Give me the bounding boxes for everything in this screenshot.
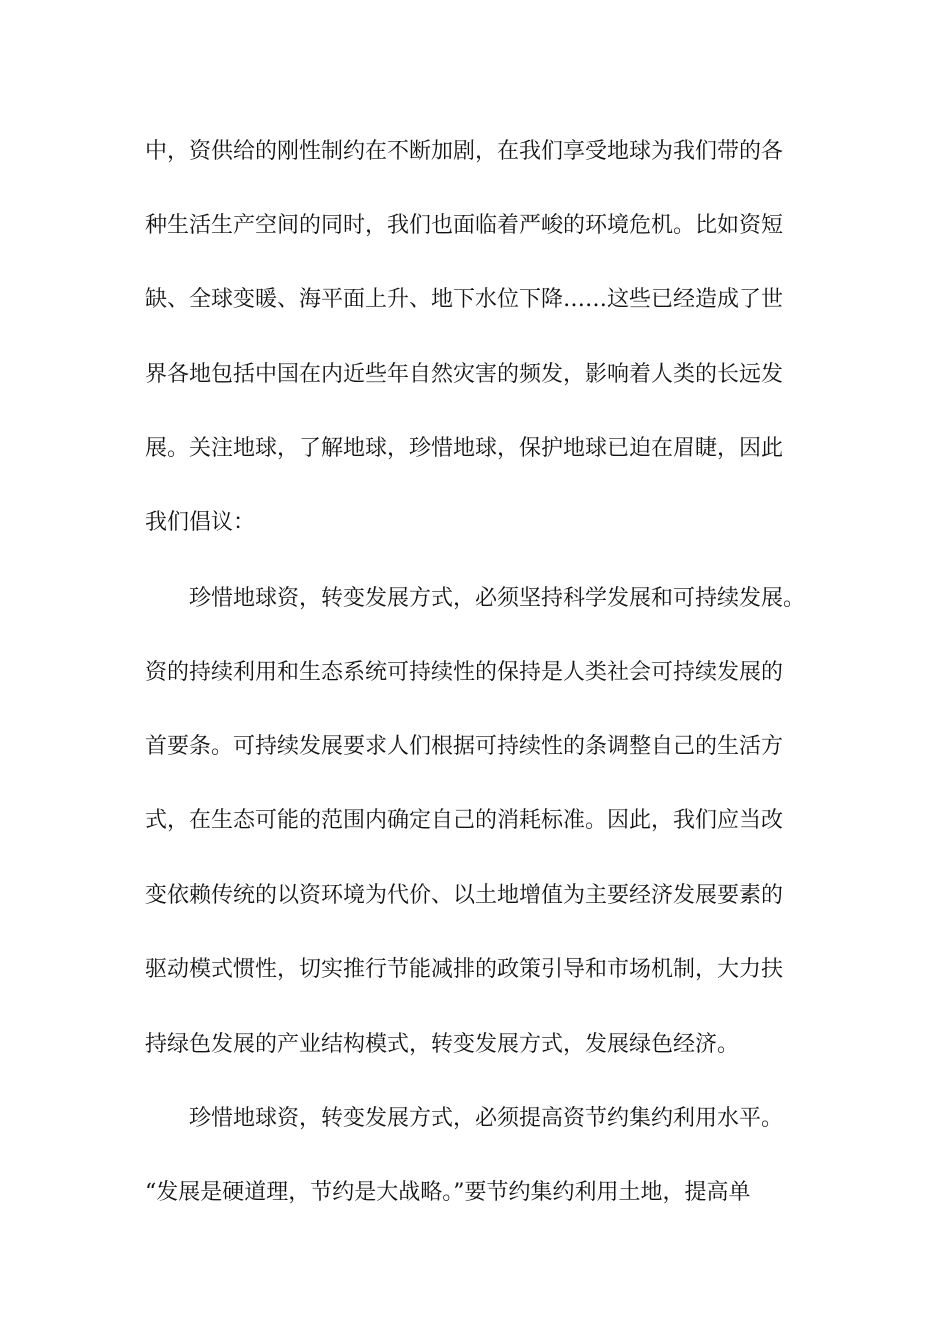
text-line: 首要条。可持续发展要求人们根据可持续性的条调整自己的生活方 <box>145 734 784 759</box>
text-line: 展。关注地球，了解地球，珍惜地球，保护地球已迫在眉睫，因此 <box>145 436 784 461</box>
paragraph-start-line: 珍惜地球资，转变发展方式，必须提高资节约集约利用水平。 <box>189 1106 784 1131</box>
text-line: 驱动模式惯性，切实推行节能减排的政策引导和市场机制，大力扶 <box>145 957 784 982</box>
text-line: 中，资供给的刚性制约在不断加剧，在我们享受地球为我们带的各 <box>145 139 784 164</box>
text-line: 种生活生产空间的同时，我们也面临着严峻的环境危机。比如资短 <box>145 213 784 238</box>
text-line: 式，在生态可能的范围内确定自己的消耗标准。因此，我们应当改 <box>145 808 784 833</box>
text-line: 界各地包括中国在内近些年自然灾害的频发，影响着人类的长远发 <box>145 362 784 387</box>
text-line: 我们倡议： <box>145 510 256 535</box>
text-line: 持绿色发展的产业结构模式，转变发展方式，发展绿色经济。 <box>145 1032 740 1057</box>
text-line: 变依赖传统的以资环境为代价、以土地增值为主要经济发展要素的 <box>145 883 784 908</box>
text-line: 资的持续利用和生态系统可持续性的保持是人类社会可持续发展的 <box>145 660 784 685</box>
text-line: “发展是硬道理，节约是大战略。”要节约集约利用土地，提高单 <box>145 1180 751 1205</box>
text-line: 缺、全球变暖、海平面上升、地下水位下降……这些已经造成了世 <box>145 287 784 312</box>
paragraph-start-line: 珍惜地球资，转变发展方式，必须坚持科学发展和可持续发展。 <box>189 586 806 611</box>
